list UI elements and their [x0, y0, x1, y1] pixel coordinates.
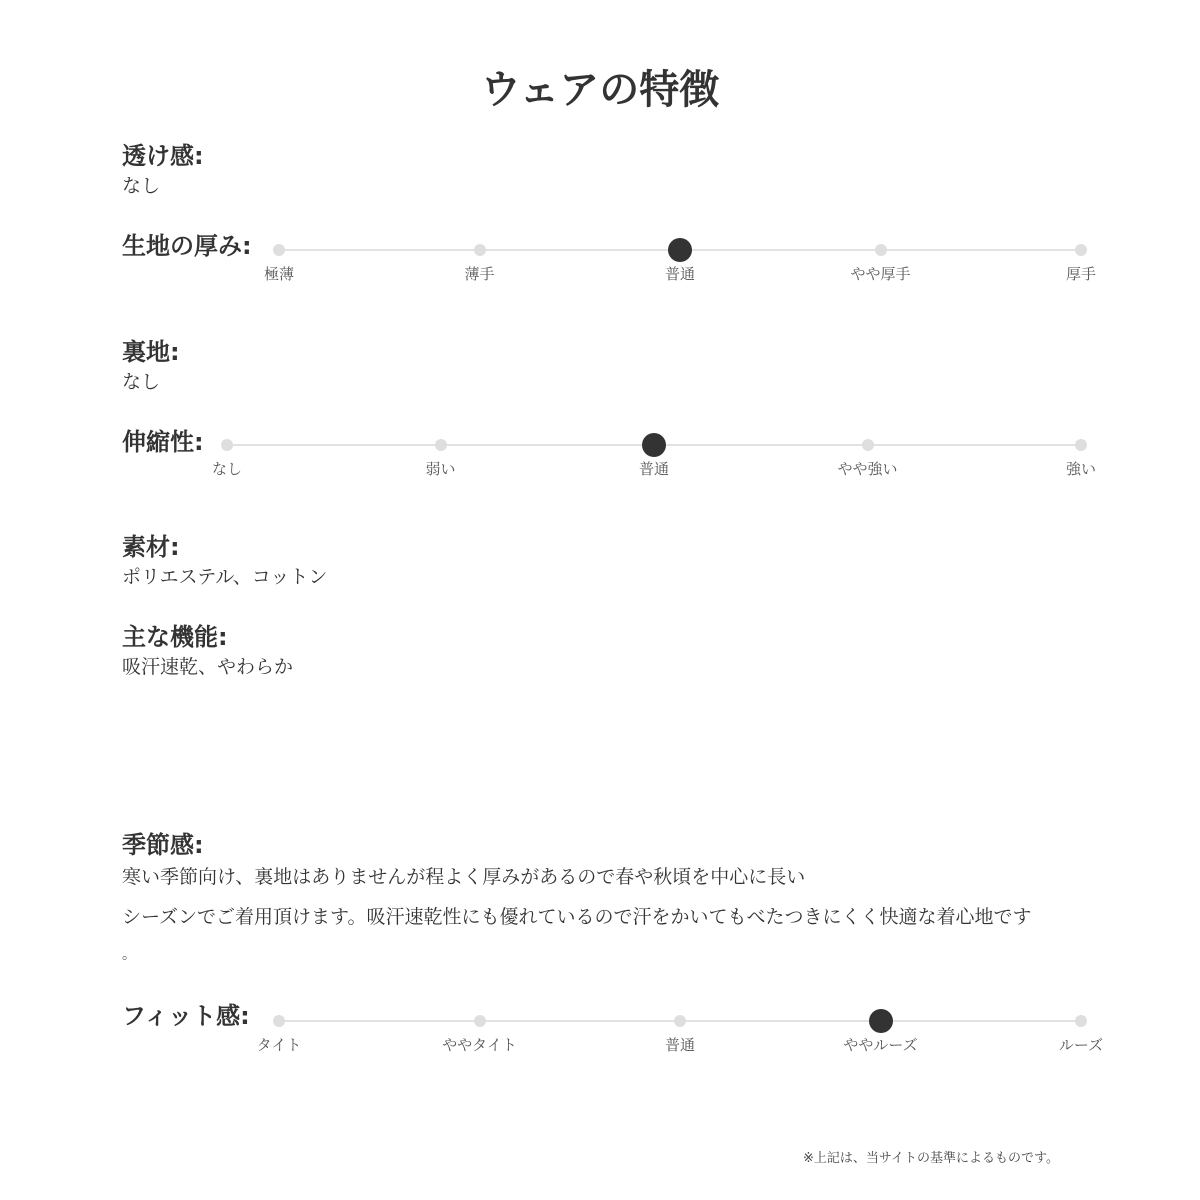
scale-point [1075, 1015, 1087, 1027]
transparency-label: 透け感: [122, 142, 204, 170]
scale-point [435, 439, 447, 451]
scale-point [474, 1015, 486, 1027]
scale-point [221, 439, 233, 451]
lining-label: 裏地: [122, 338, 180, 366]
scale-point [875, 244, 887, 256]
transparency-value: なし [122, 175, 161, 197]
scale-option-label: 弱い [425, 460, 456, 478]
scale-point [1075, 244, 1087, 256]
scale-option-label: 普通 [664, 1036, 696, 1054]
scale-point [474, 244, 486, 256]
stretch-label: 伸縮性: [122, 428, 204, 456]
scale-marker-selected [642, 433, 666, 457]
scale-option-label: 普通 [638, 460, 670, 478]
fit-scale [256, 1020, 1104, 1060]
scale-option-label: 普通 [664, 265, 696, 283]
season-line-2: シーズンでご着用頂けます。吸汗速乾性にも優れているので汗をかいてもべたつきにくく快適な着心地です [122, 906, 1032, 928]
scale-option-label: ルーズ [1058, 1036, 1104, 1054]
scale-option-label: 厚手 [1065, 265, 1097, 283]
functions-label: 主な機能: [122, 623, 228, 651]
season-line-3: 。 [122, 947, 136, 963]
scale-point [273, 1015, 285, 1027]
scale-point [674, 1015, 686, 1027]
thickness-scale [263, 249, 1097, 289]
scale-marker-selected [869, 1009, 893, 1033]
functions-value: 吸汗速乾、やわらか [122, 656, 294, 678]
scale-point [273, 244, 285, 256]
scale-option-label: やや厚手 [850, 265, 911, 283]
scale-point [1075, 439, 1087, 451]
page-title: ウェアの特徴 [480, 67, 720, 113]
season-label: 季節感: [122, 831, 204, 859]
footnote: ※上記は、当サイトの基準によるものです。 [803, 1151, 1059, 1166]
scale-option-label: やや強い [837, 460, 898, 478]
material-value: ポリエステル、コットン [122, 566, 328, 588]
scale-option-label: 極薄 [263, 265, 295, 283]
scale-point [862, 439, 874, 451]
thickness-label: 生地の厚み: [122, 232, 252, 260]
season-line-1: 寒い季節向け、裏地はありませんが程よく厚みがあるので春や秋頃を中心に長い [122, 866, 806, 888]
material-label: 素材: [122, 533, 180, 561]
fit-label: フィット感: [122, 1002, 250, 1030]
scale-option-label: ややタイト [442, 1036, 517, 1054]
scale-option-label: なし [211, 460, 243, 478]
scale-option-label: 薄手 [464, 265, 495, 283]
scale-marker-selected [668, 238, 692, 262]
scale-option-label: ややルーズ [843, 1036, 918, 1054]
scale-option-label: 強い [1065, 460, 1097, 478]
lining-value: なし [122, 371, 161, 393]
scale-option-label: タイト [256, 1036, 302, 1054]
stretch-scale [211, 444, 1097, 484]
